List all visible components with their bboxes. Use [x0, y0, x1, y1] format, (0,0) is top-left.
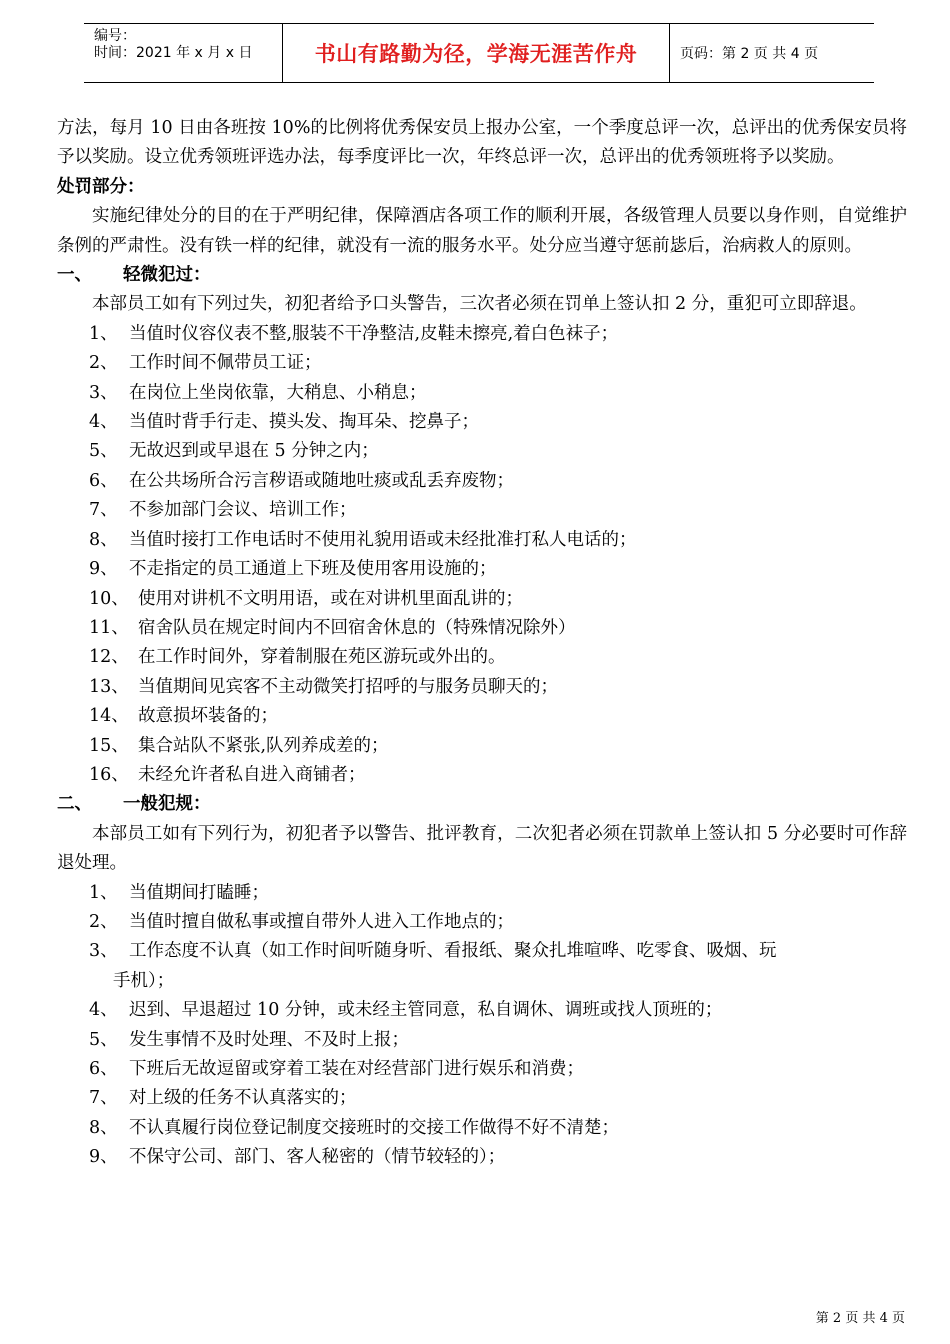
list-item — [57, 1084, 907, 1113]
list-item-text: 集合站队不紧张,队列养成差的； — [138, 735, 389, 756]
list-item-number: 5、 — [89, 441, 118, 462]
list-item — [57, 1026, 907, 1055]
list-item — [57, 379, 907, 408]
list-item-number: 8、 — [89, 529, 118, 550]
list-item-number: 15、 — [89, 735, 129, 756]
section-1-paragraph: 本部员工如有下列过失，初犯者给予口头警告，三次者必须在罚单上签认扣 2 分，重犯可立即辞退。 — [92, 294, 867, 315]
section-1-list — [57, 320, 907, 791]
list-item-number: 7、 — [89, 1088, 118, 1109]
list-item-number: 16、 — [89, 764, 129, 785]
list-item — [57, 1055, 907, 1084]
list-item-text: 当值期间见宾客不主动微笑打招呼的与服务员聊天的； — [138, 676, 558, 697]
list-item-text: 当值时仪容仪表不整,服装不干净整洁,皮鞋未擦亮,着白色袜子； — [129, 323, 619, 344]
list-item-text: 工作态度不认真（如工作时间听随身听、看报纸、聚众扎堆喧哗、吃零食、吸烟、玩 — [129, 941, 777, 962]
list-item — [57, 585, 907, 614]
penalty-paragraph: 实施纪律处分的目的在于严明纪律，保障酒店各项工作的顺利开展，各级管理人员要以身作则，自觉维护条例的严肃性。没有铁一样的纪律，就没有一流的服务水平。处分应当遵守惩前毖后，治病救人的原则。 — [57, 206, 907, 256]
list-item-number: 13、 — [89, 676, 129, 697]
list-item — [57, 437, 907, 466]
list-item — [57, 467, 907, 496]
list-item — [57, 908, 907, 937]
list-item-number: 1、 — [89, 323, 118, 344]
section-2-list — [57, 879, 907, 1173]
list-item-text: 对上级的任务不认真落实的； — [129, 1088, 357, 1109]
list-item — [57, 496, 907, 525]
list-item-continuation: 手机）； — [113, 970, 175, 991]
list-item-number: 14、 — [89, 706, 129, 727]
list-item-text: 当值期间打瞌睡； — [129, 882, 269, 903]
list-item-number: 9、 — [89, 559, 118, 580]
list-item-number: 6、 — [89, 470, 118, 491]
list-item-text: 不走指定的员工通道上下班及使用客用设施的； — [129, 559, 497, 580]
list-item-number: 11、 — [89, 617, 129, 638]
list-item-text: 在工作时间外，穿着制服在苑区游玩或外出的。 — [138, 647, 506, 668]
list-item-text: 当值时接打工作电话时不使用礼貌用语或未经批准打私人电话的； — [129, 529, 637, 550]
list-item-number: 9、 — [89, 1147, 118, 1168]
list-item-text: 宿舍队员在规定时间内不回宿舍休息的（特殊情况除外） — [138, 617, 576, 638]
penalty-heading: 处罚部分： — [57, 176, 145, 197]
list-item — [57, 408, 907, 437]
section-1-heading — [57, 261, 907, 290]
list-item-number: 4、 — [89, 412, 118, 433]
list-item-number: 3、 — [89, 941, 118, 962]
list-item — [57, 702, 907, 731]
list-item-number: 5、 — [89, 1029, 118, 1050]
document-body — [57, 114, 907, 1173]
list-item — [57, 526, 907, 555]
list-item-text: 故意损坏装备的； — [138, 706, 278, 727]
list-item-text: 下班后无故逗留或穿着工装在对经营部门进行娱乐和消费； — [129, 1059, 584, 1079]
page-footer: 第 2 页 共 4 页 — [815, 1311, 905, 1326]
list-item — [57, 349, 907, 378]
list-item — [57, 555, 907, 584]
list-item — [57, 614, 907, 643]
section-1-title: 轻微犯过： — [123, 265, 211, 286]
list-item-text: 工作时间不佩带员工证； — [129, 353, 322, 374]
time-label: 时间：2021 年 x 月 x 日 — [94, 45, 253, 61]
list-item — [57, 937, 907, 966]
list-item-text: 不认真履行岗位登记制度交接班时的交接工作做得不好不清楚； — [129, 1117, 619, 1138]
list-item-number: 3、 — [89, 382, 118, 403]
list-item-number: 10、 — [89, 588, 129, 609]
list-item-text: 当值时背手行走、摸头发、掏耳朵、挖鼻子； — [129, 412, 479, 433]
list-item — [57, 879, 907, 908]
list-item — [57, 643, 907, 672]
section-2-number: 二、 — [57, 794, 92, 815]
list-item-text: 迟到、早退超过 10 分钟，或未经主管同意，私自调休、调班或找人顶班的； — [129, 1000, 723, 1021]
list-item-number: 6、 — [89, 1059, 118, 1079]
list-item — [57, 320, 907, 349]
page-header — [84, 23, 874, 83]
section-2-paragraph: 本部员工如有下列行为，初犯者予以警告、批评教育，二次犯者必须在罚款单上签认扣 5 分必要时可作辞退处理。 — [57, 823, 907, 874]
list-item-number: 4、 — [89, 1000, 118, 1021]
list-item-text: 不参加部门会议、培训工作； — [129, 500, 357, 521]
motto: 书山有路勤为径，学海无涯苦作舟 — [314, 42, 638, 66]
number-label: 编号： — [94, 28, 136, 44]
list-item — [57, 996, 907, 1025]
intro-paragraph: 方法，每月 10 日由各班按 10%的比例将优秀保安员上报办公室，一个季度总评一次，总评出的优秀保安员将予以奖励。设立优秀领班评选办法，每季度评比一次，年终总评一次，总评出的优秀领班将予以奖励。 — [57, 118, 907, 168]
list-item-number: 2、 — [89, 911, 118, 932]
section-2-title: 一般犯规： — [123, 794, 211, 815]
list-item-text: 不保守公司、部门、客人秘密的（情节较轻的）； — [129, 1147, 506, 1168]
list-item-number: 1、 — [89, 882, 118, 903]
list-item-number: 7、 — [89, 500, 118, 521]
list-item — [57, 1114, 907, 1143]
list-item — [57, 761, 907, 790]
list-item-text: 当值时擅自做私事或擅自带外人进入工作地点的； — [129, 911, 514, 932]
list-item-number: 8、 — [89, 1117, 118, 1138]
list-item-text: 发生事情不及时处理、不及时上报； — [129, 1029, 409, 1050]
list-item — [57, 673, 907, 702]
list-item — [57, 732, 907, 761]
header-motto-cell — [282, 24, 670, 82]
list-item-number: 12、 — [89, 647, 129, 668]
header-page-label: 页码：第 2 页 共 4 页 — [680, 46, 819, 62]
section-2-heading — [57, 790, 907, 819]
list-item-text: 未经允许者私自进入商铺者； — [138, 764, 366, 785]
section-1-number: 一、 — [57, 265, 92, 286]
header-meta — [84, 24, 282, 82]
list-item-text: 无故迟到或早退在 5 分钟之内； — [129, 441, 379, 462]
list-item-number: 2、 — [89, 353, 118, 374]
list-item-text: 使用对讲机不文明用语，或在对讲机里面乱讲的； — [138, 588, 523, 609]
list-item-text: 在公共场所合污言秽语或随地吐痰或乱丢弃废物； — [129, 470, 514, 491]
list-item-text: 在岗位上坐岗依靠，大稍息、小稍息； — [129, 382, 427, 403]
list-item — [57, 1143, 907, 1172]
